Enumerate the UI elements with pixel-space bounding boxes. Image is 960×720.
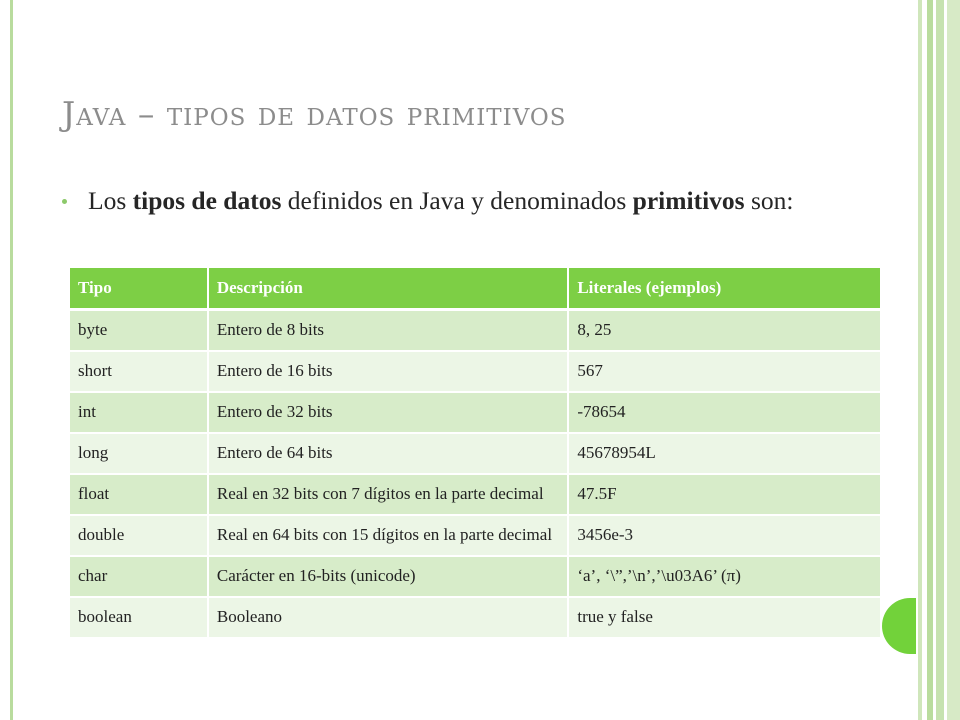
cell-descripcion: Booleano: [208, 597, 568, 638]
cell-descripcion: Real en 32 bits con 7 dígitos en la parte decimal: [208, 474, 568, 515]
table-row: [70, 392, 881, 433]
header-tipo: Tipo: [70, 268, 208, 310]
header-descripcion: Descripción: [208, 268, 568, 310]
left-frame-line: [10, 0, 13, 720]
table-row: [70, 351, 881, 392]
table-row: [70, 310, 881, 352]
cell-tipo: char: [70, 556, 208, 597]
bullet-text: [88, 184, 892, 218]
table-header-row: [70, 268, 881, 310]
cell-tipo: double: [70, 515, 208, 556]
table-row: [70, 515, 881, 556]
bullet-point: [62, 184, 892, 218]
cell-descripcion: Real en 64 bits con 15 dígitos en la parte decimal: [208, 515, 568, 556]
cell-literales: 8, 25: [568, 310, 881, 352]
bullet-text-bold-tipos: tipos de datos: [132, 186, 282, 215]
accent-tab: [882, 598, 916, 654]
table-row: [70, 474, 881, 515]
cell-descripcion: Entero de 64 bits: [208, 433, 568, 474]
cell-literales: ‘a’, ‘\”,’\n’,’\u03A6’ (π): [568, 556, 881, 597]
bullet-dot-icon: [62, 199, 67, 204]
cell-literales: 45678954L: [568, 433, 881, 474]
header-literales: Literales (ejemplos): [568, 268, 881, 310]
cell-literales: true y false: [568, 597, 881, 638]
table-row: [70, 433, 881, 474]
cell-tipo: byte: [70, 310, 208, 352]
cell-tipo: int: [70, 392, 208, 433]
bullet-text-post: son:: [744, 186, 794, 215]
slide-title: Java – tipos de datos primitivos: [62, 94, 567, 133]
cell-literales: 3456e-3: [568, 515, 881, 556]
bullet-text-bold-primitivos: primitivos: [632, 186, 745, 215]
cell-tipo: long: [70, 433, 208, 474]
cell-descripcion: Entero de 32 bits: [208, 392, 568, 433]
cell-tipo: short: [70, 351, 208, 392]
cell-tipo: boolean: [70, 597, 208, 638]
cell-descripcion: Entero de 8 bits: [208, 310, 568, 352]
cell-tipo: float: [70, 474, 208, 515]
cell-literales: 567: [568, 351, 881, 392]
bullet-text-mid: definidos en Java y denominados: [281, 186, 633, 215]
cell-descripcion: Carácter en 16-bits (unicode): [208, 556, 568, 597]
primitive-types-table: [70, 268, 882, 639]
right-frame-stripes: [918, 0, 960, 720]
cell-literales: -78654: [568, 392, 881, 433]
table-row: [70, 597, 881, 638]
cell-descripcion: Entero de 16 bits: [208, 351, 568, 392]
cell-literales: 47.5F: [568, 474, 881, 515]
table-row: [70, 556, 881, 597]
bullet-text-pre: Los: [88, 186, 133, 215]
